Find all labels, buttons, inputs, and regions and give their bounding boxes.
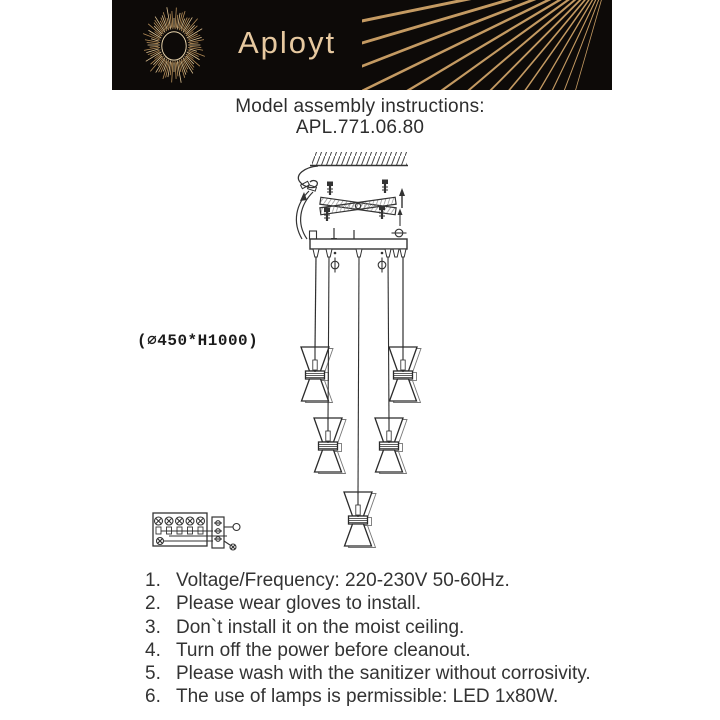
instruction-item	[145, 616, 615, 639]
instruction-text: Turn off the power before cleanout.	[176, 639, 471, 661]
page-title: Model assembly instructions:	[235, 96, 485, 117]
instruction-text: Voltage/Frequency: 220-230V 50-60Hz.	[176, 570, 510, 591]
instruction-number: 2.	[145, 593, 161, 615]
brand-wordmark: Aployt	[238, 25, 337, 61]
instruction-text: Please wear gloves to install.	[176, 593, 422, 615]
sunburst-logo-icon	[130, 1, 218, 89]
assembly-diagram	[0, 142, 720, 562]
instruction-number: 5.	[145, 663, 161, 685]
wiring-terminal-diagram	[153, 513, 240, 550]
instruction-item	[145, 569, 615, 592]
instruction-item	[145, 639, 615, 662]
brand-banner	[112, 0, 612, 90]
decorative-rays-icon	[362, 0, 612, 90]
instruction-text: Please wash with the sanitizer without corrosivity.	[176, 663, 591, 685]
instruction-number: 3.	[145, 616, 161, 638]
ceiling-hatch	[310, 152, 408, 166]
instruction-number: 6.	[145, 686, 161, 708]
instruction-text: Don`t install it on the moist ceiling.	[176, 616, 465, 638]
model-number: APL.771.06.80	[295, 117, 425, 138]
instruction-text: The use of lamps is permissible: LED 1x80W.	[176, 686, 559, 708]
mounting-cross-bracket	[320, 180, 396, 221]
instruction-item	[145, 592, 615, 615]
instruction-number: 4.	[145, 639, 161, 661]
instruction-item	[145, 662, 615, 685]
instruction-item	[145, 685, 615, 708]
instruction-list	[145, 569, 615, 709]
power-cable	[296, 166, 318, 239]
pendant-lamps	[301, 347, 421, 548]
instruction-number: 1.	[145, 570, 161, 591]
canopy-plate	[310, 231, 408, 257]
dimension-label: (⌀450*H1000)	[137, 332, 259, 350]
